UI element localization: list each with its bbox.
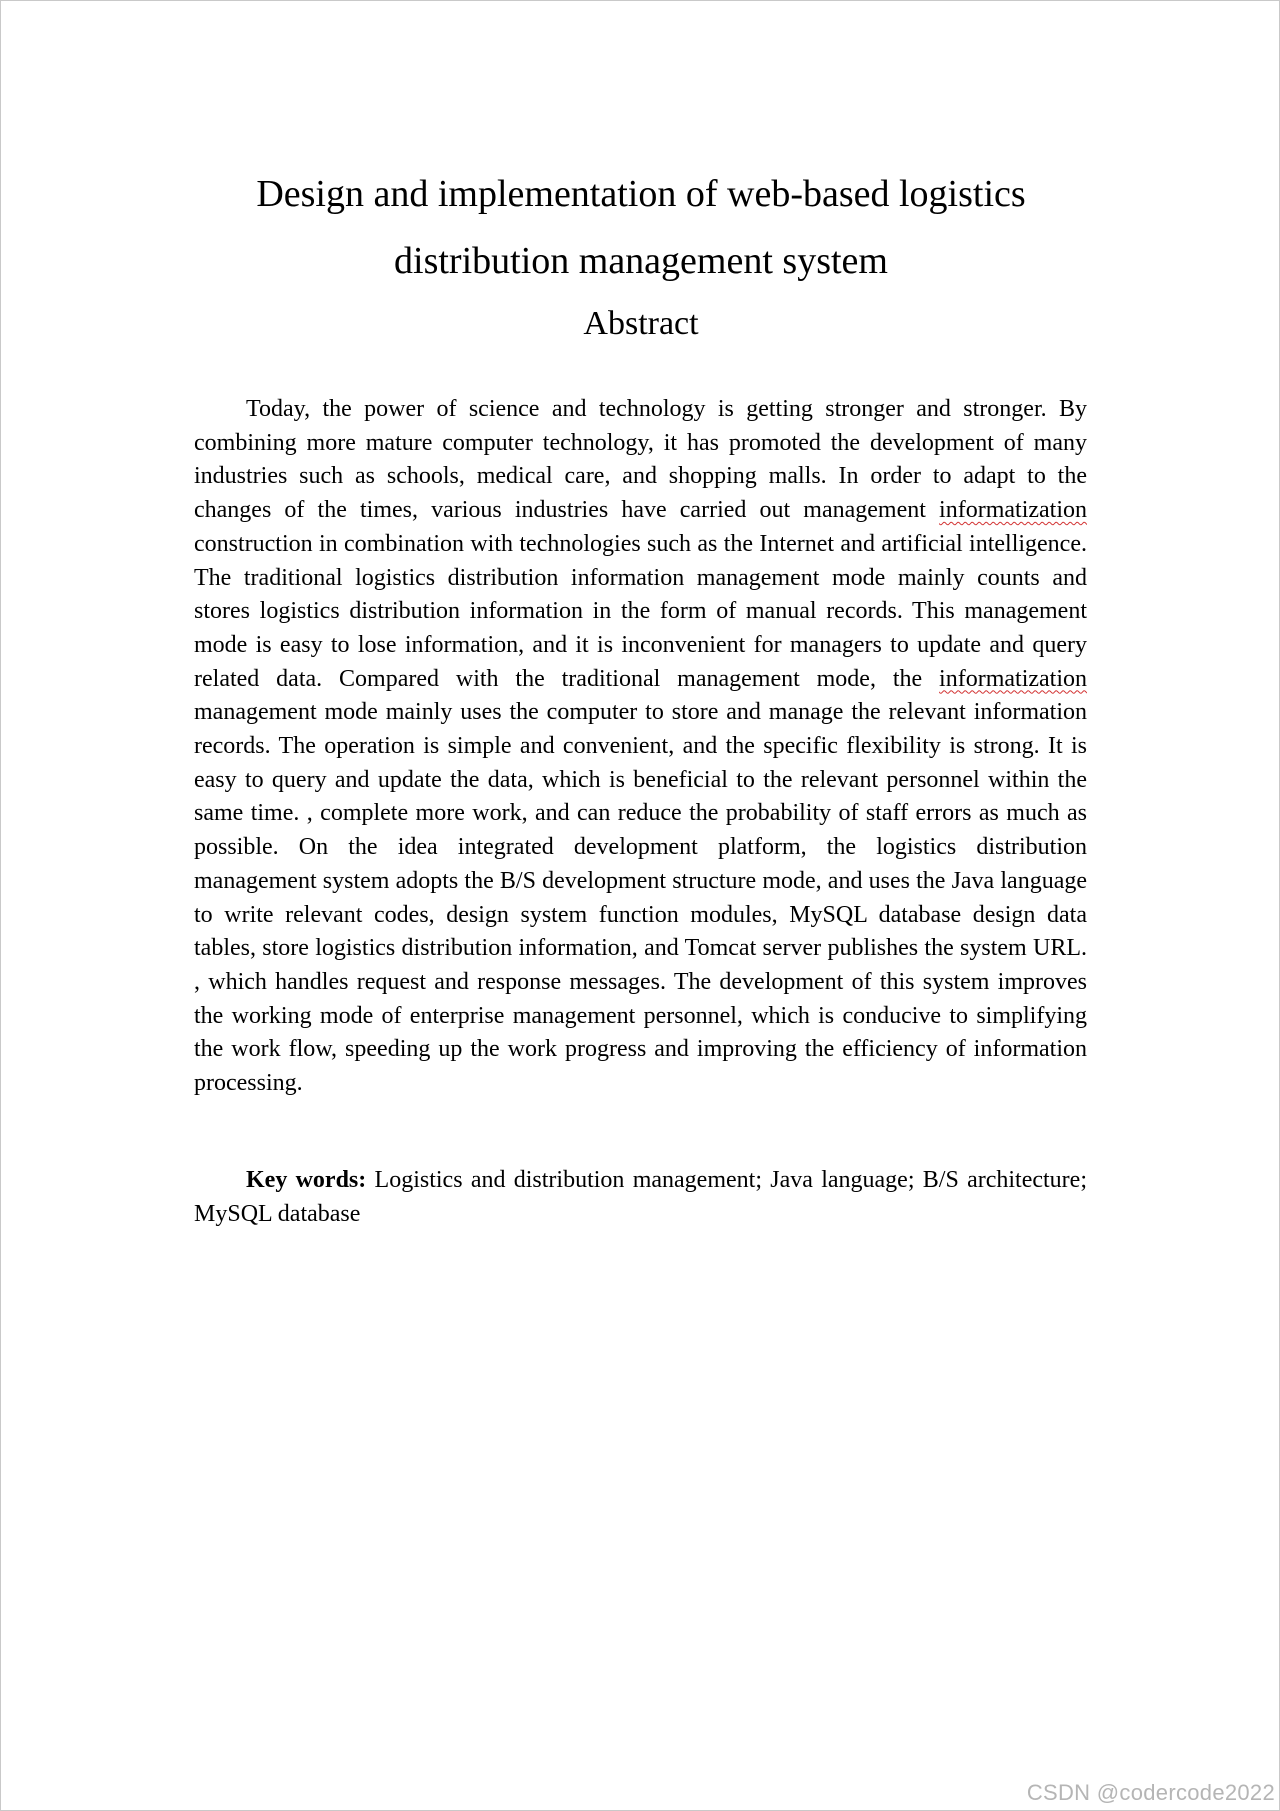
abstract-text-part-2: construction in combination with technologies such as the Internet and artificial intelligence. The traditional logistics distribution information management mode mainly counts and stores logistics distribution information in the form of manual records. This management mode is easy to lose information, and it is inconvenient for managers to update and query related data. Compared with the traditional management mode, the [194, 530, 1087, 692]
csdn-watermark: CSDN @codercode2022 [1026, 1780, 1275, 1805]
keywords-text: Logistics and distribution management; Java language; B/S architecture; MySQL database [194, 1167, 1087, 1227]
spellcheck-word-2: informatization [939, 665, 1087, 692]
title-line-1: Design and implementation of web-based logistics [256, 173, 1026, 215]
keywords-paragraph [194, 1164, 1087, 1231]
abstract-heading: Abstract [583, 305, 699, 342]
abstract-text-part-3: management mode mainly uses the computer to store and manage the relevant information records. The operation is simple and convenient, and the specific flexibility is strong. It is easy to query and update the data, which is beneficial to the relevant personnel within the same time. , complete more work, and can reduce the probability of staff errors as much as possible. On the idea integrated development platform, the logistics distribution management system adopts the B/S development structure mode, and uses the Java language to write relevant codes, design system function modules, MySQL database design data tables, store logistics distribution information, and Tomcat server publishes the system URL. , which handles request and response messages. The development of this system improves the working mode of enterprise management personnel, which is conducive to simplifying the work flow, speeding up the work progress and improving the efficiency of information processing. [194, 699, 1087, 1097]
spellcheck-word-1: informatization [939, 497, 1087, 524]
title-line-2: distribution management system [394, 240, 888, 282]
abstract-text-part-1: Today, the power of science and technology is getting stronger and stronger. By combining more mature computer technology, it has promoted the development of many industries such as schools, medical care, and shopping malls. In order to adapt to the changes of the times, various industries have carried out management [194, 396, 1087, 524]
document-title [1, 161, 1280, 295]
abstract-paragraph [194, 393, 1087, 1101]
keywords-label: Key words: [246, 1167, 367, 1193]
